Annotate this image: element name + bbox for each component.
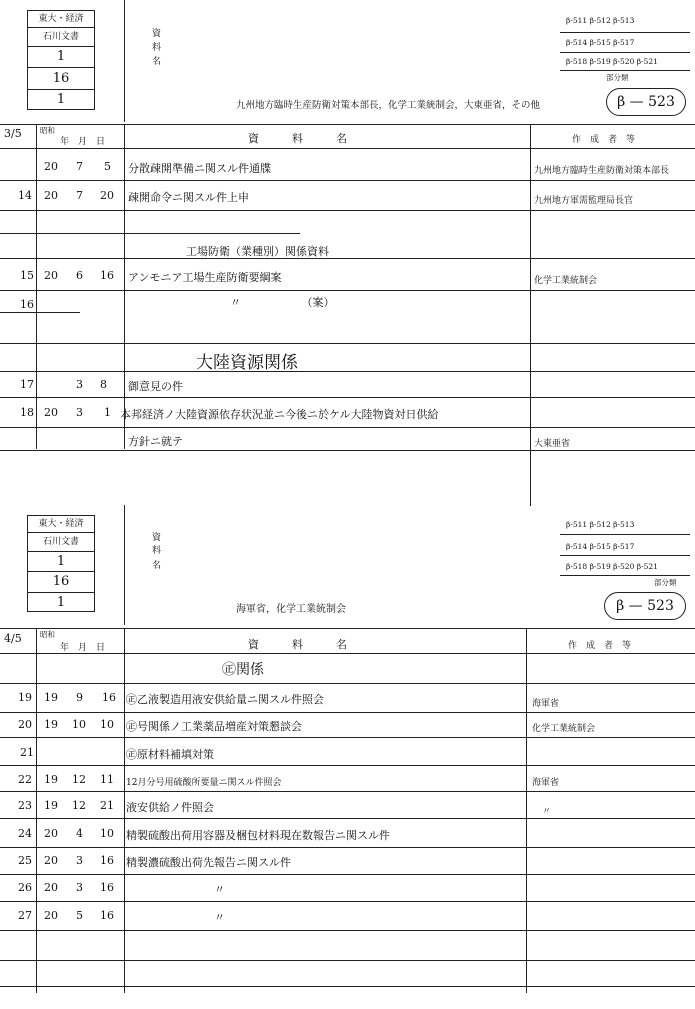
file-title: 九州地方臨時生産防衛対策本部長，化学工業統制会，大東亜省，その他 <box>236 100 541 111</box>
archive-stamp <box>27 515 95 612</box>
cell-text: 21 <box>20 746 34 759</box>
cell-text: 7 <box>76 189 83 202</box>
cell-text: 16 <box>100 909 114 922</box>
cell-text: 8 <box>100 378 107 391</box>
cell-text: 25 <box>18 854 32 867</box>
bunrui-label: 部分類 <box>606 73 629 82</box>
cell-text: 20 <box>44 189 58 202</box>
cell-text: 12 <box>72 773 86 786</box>
code-row-1 <box>566 520 634 529</box>
code-row-3 <box>566 562 658 571</box>
stamp-line1: 東大・経済 <box>28 11 94 28</box>
author-header: 作 成 者 等 <box>568 641 632 651</box>
stamp-number-2: 16 <box>28 68 94 90</box>
stamp-line1: 東大・経済 <box>28 516 94 533</box>
cell-text: 3 <box>76 854 83 867</box>
archive-stamp <box>27 10 95 110</box>
cell-text: 20 <box>18 718 32 731</box>
cell-text: 20 <box>44 406 58 419</box>
cell-text: 16 <box>100 881 114 894</box>
cell-text: 12月分号用硫酸所要量ニ関スル件照会 <box>126 778 282 788</box>
cell-text: ㊣号関係ノ工業薬品増産対策懇談会 <box>126 720 302 733</box>
cell-text: 20 <box>44 269 58 282</box>
cell-text: 10 <box>100 718 114 731</box>
cell-text: ㊣原材料補填対策 <box>126 748 214 761</box>
cell-text: ㊣乙液製造用液安供給量ニ関スル件照会 <box>126 693 324 706</box>
reference-number: β — 523 <box>604 592 686 620</box>
cell-text: 5 <box>76 909 83 922</box>
cell-text: 24 <box>18 827 32 840</box>
cell-text: 20 <box>44 909 58 922</box>
cell-text: 4 <box>76 827 83 840</box>
cell-text: β-515 <box>589 38 611 47</box>
cell-text: 〃 <box>542 807 552 817</box>
cell-text: 本邦経済ノ大陸資源依存状況並ニ今後ニ於ケル大陸物資対日供給 <box>120 408 439 421</box>
cell-text: β-514 <box>566 38 588 47</box>
cell-text: 19 <box>18 691 32 704</box>
cell-text: β-512 <box>589 520 611 529</box>
cell-text: 19 <box>44 691 58 704</box>
code-row-2 <box>566 38 634 47</box>
page-indicator: 3/5 <box>4 127 22 140</box>
cell-text: 10 <box>100 827 114 840</box>
cell-text: 20 <box>44 854 58 867</box>
cell-text: 23 <box>18 799 32 812</box>
cell-text: 大陸資源関係 <box>196 353 298 373</box>
date-header: 年 月 日 <box>60 643 106 653</box>
cell-text: 16 <box>20 298 34 311</box>
cell-text: 14 <box>18 189 32 202</box>
cell-text: 17 <box>20 378 34 391</box>
cell-text: 〃 <box>214 911 225 924</box>
cell-text: 化学工業統制会 <box>532 724 596 734</box>
cell-text: 19 <box>44 799 58 812</box>
label-char-1: 資 <box>152 29 162 39</box>
cell-text: β-519 <box>589 57 611 66</box>
cell-text: 22 <box>18 773 32 786</box>
stamp-line2: 石川文書 <box>28 533 94 552</box>
cell-text: 方針ニ就テ <box>128 435 183 448</box>
cell-text: 19 <box>44 773 58 786</box>
cell-text: β-517 <box>613 542 635 551</box>
cell-text: 分散疎開準備ニ関スル件通牒 <box>128 162 271 175</box>
cell-text: β-519 <box>589 562 611 571</box>
cell-text: 9 <box>76 691 83 704</box>
cell-text: ㊣関係 <box>222 662 264 678</box>
cell-text: 〃 （案） <box>230 296 335 309</box>
cell-text: 大東亜省 <box>534 439 571 449</box>
cell-text: 疎開命令ニ関スル件上申 <box>128 191 249 204</box>
cell-text: 27 <box>18 909 32 922</box>
cell-text: β-517 <box>613 38 635 47</box>
cell-text: β-521 <box>636 57 658 66</box>
era-label: 昭和 <box>40 630 55 639</box>
code-row-2 <box>566 542 634 551</box>
date-header: 年 月 日 <box>60 137 106 147</box>
stamp-number-2: 16 <box>28 572 94 593</box>
cell-text: アンモニア工場生産防衛要綱案 <box>128 271 282 284</box>
cell-text: 16 <box>102 691 116 704</box>
cell-text: 5 <box>104 160 111 173</box>
cell-text: 御意見の件 <box>128 380 183 393</box>
material-header: 資 料 名 <box>248 132 347 145</box>
cell-text: 19 <box>44 718 58 731</box>
stamp-number-1: 1 <box>28 47 94 68</box>
label-char-2: 料 <box>152 546 162 556</box>
cell-text: 精製硫酸出荷用容器及梱包材料現在数報告ニ関スル件 <box>126 829 390 842</box>
cell-text: 7 <box>76 160 83 173</box>
stamp-number-3: 1 <box>56 92 66 107</box>
cell-text: 精製濃硫酸出荷先報告ニ関スル件 <box>126 856 291 869</box>
label-char-3: 名 <box>152 561 162 571</box>
cell-text: 海軍省 <box>532 699 560 709</box>
cell-text: 12 <box>72 799 86 812</box>
cell-text: 20 <box>44 827 58 840</box>
cell-text: β-521 <box>636 562 658 571</box>
cell-text: 工場防衛（業種別）関係資料 <box>186 245 329 258</box>
cell-text: 26 <box>18 881 32 894</box>
cell-text: 10 <box>72 718 86 731</box>
cell-text: 6 <box>76 269 83 282</box>
cell-text: 九州地方軍需監理局長官 <box>534 196 634 206</box>
cell-text: β-515 <box>589 542 611 551</box>
cell-text: 11 <box>100 773 114 786</box>
cell-text: β-518 <box>566 562 588 571</box>
cell-text: 〃 <box>214 883 225 896</box>
cell-text: β-520 <box>613 562 635 571</box>
cell-text: 海軍省 <box>532 778 560 788</box>
cell-text: β-518 <box>566 57 588 66</box>
code-row-1 <box>566 16 634 25</box>
bunrui-label: 部分類 <box>654 578 677 587</box>
cell-text: 21 <box>100 799 114 812</box>
label-char-3: 名 <box>152 57 162 67</box>
cell-text: 液安供給ノ件照会 <box>126 801 214 814</box>
cell-text: 16 <box>100 269 114 282</box>
cell-text: 九州地方臨時生産防衛対策本部長 <box>534 166 670 176</box>
cell-text: β-512 <box>589 16 611 25</box>
material-header: 資 料 名 <box>248 638 347 651</box>
cell-text: β-511 <box>566 520 588 529</box>
page-indicator: 4/5 <box>4 632 22 645</box>
label-char-1: 資 <box>152 533 162 543</box>
cell-text: 15 <box>20 269 34 282</box>
file-title: 海軍省，化学工業統制会 <box>236 604 346 615</box>
cell-text: 3 <box>76 881 83 894</box>
cell-text: β-511 <box>566 16 588 25</box>
reference-number: β — 523 <box>606 88 686 116</box>
era-label: 昭和 <box>40 126 55 135</box>
stamp-number-1: 1 <box>28 552 94 572</box>
cell-text: 16 <box>100 854 114 867</box>
cell-text: 化学工業統制会 <box>534 276 598 286</box>
cell-text: 3 <box>76 406 83 419</box>
cell-text: β-513 <box>613 520 635 529</box>
label-char-2: 料 <box>152 43 162 53</box>
cell-text: 20 <box>44 160 58 173</box>
cell-text: 1 <box>104 406 111 419</box>
stamp-line2: 石川文書 <box>28 28 94 47</box>
stamp-number-3: 1 <box>56 595 66 610</box>
author-header: 作 成 者 等 <box>572 135 636 145</box>
cell-text: β-514 <box>566 542 588 551</box>
cell-text: 3 <box>76 378 83 391</box>
cell-text: 18 <box>20 406 34 419</box>
cell-text: β-513 <box>613 16 635 25</box>
cell-text: β-520 <box>613 57 635 66</box>
cell-text: 20 <box>100 189 114 202</box>
cell-text: 20 <box>44 881 58 894</box>
code-row-3 <box>566 57 658 66</box>
